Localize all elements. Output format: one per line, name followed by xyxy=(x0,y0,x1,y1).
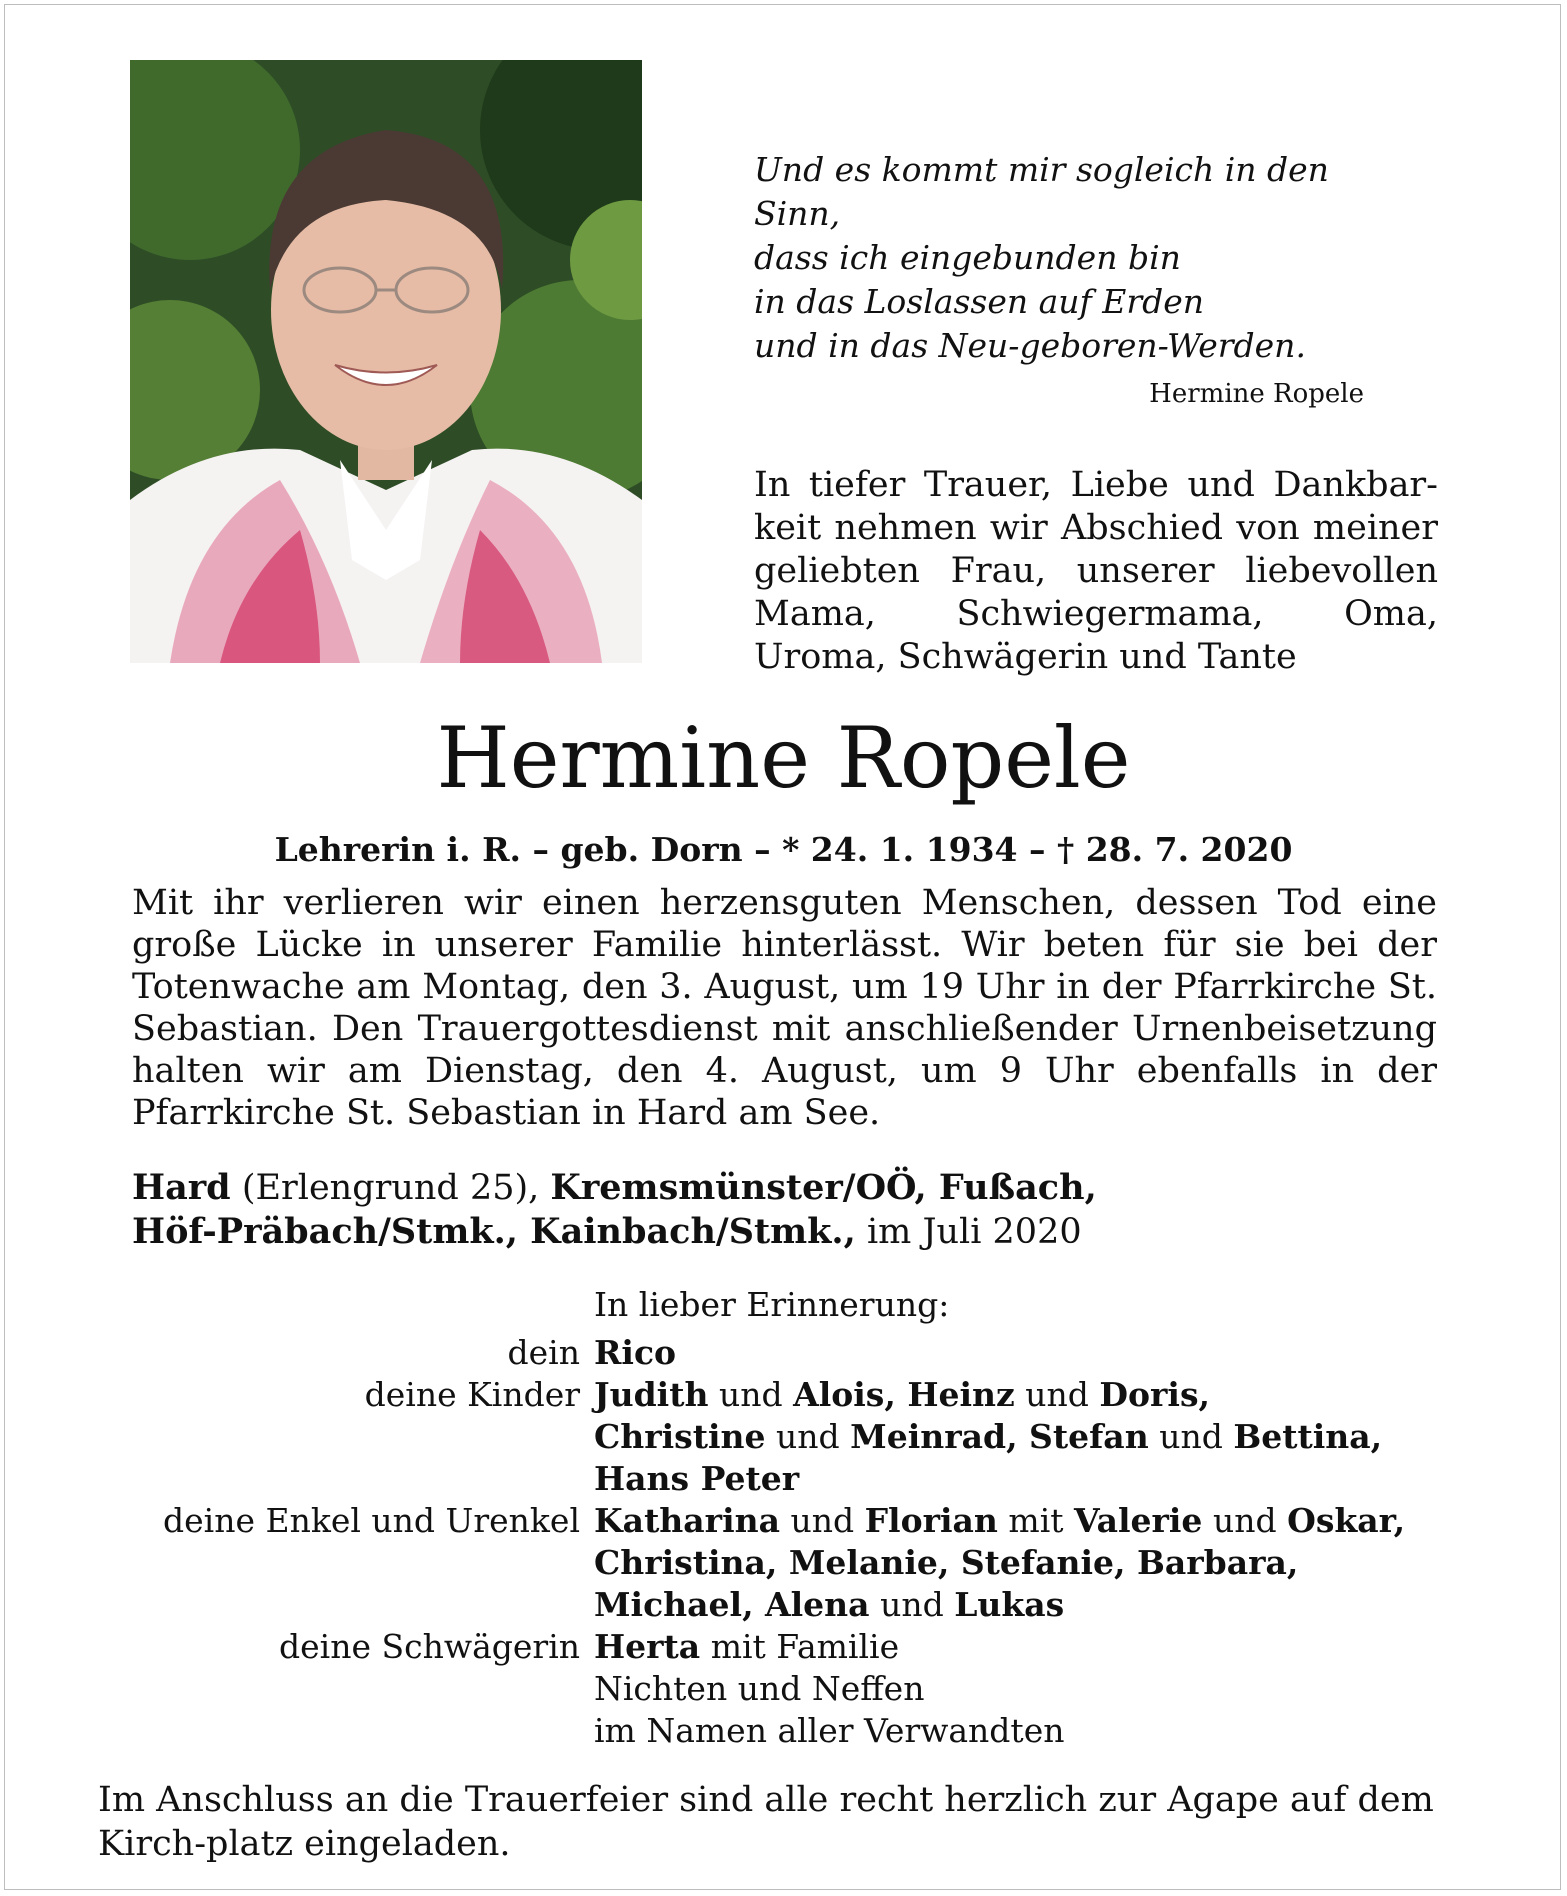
intro-text: In tiefer Trauer, Liebe und Dankbar-keit nehmen wir Abschied von meiner geliebten Frau, unserer liebevollen Mama, Schwiegermama, Oma, Uroma, Schwägerin und Tante xyxy=(754,465,1438,677)
family-name: Meinrad, Stefan xyxy=(850,1417,1149,1456)
connector: und xyxy=(1212,1501,1277,1540)
family-name: Oskar, xyxy=(1287,1501,1406,1540)
family-group: Nichten und Neffen xyxy=(594,1669,925,1708)
deceased-details: Lehrerin i. R. – geb. Dorn – * 24. 1. 1934 – † 28. 7. 2020 xyxy=(274,830,1293,869)
poem-line: dass ich eingebunden bin xyxy=(754,238,1181,277)
poem xyxy=(754,148,1394,412)
family-name: Florian xyxy=(864,1501,998,1540)
family-name: Lukas xyxy=(954,1585,1065,1624)
family-list xyxy=(0,1332,1567,1752)
relation-label: deine Schwägerin xyxy=(279,1627,580,1666)
poem-line: in das Loslassen auf Erden xyxy=(754,282,1205,321)
family-name: Rico xyxy=(594,1333,677,1372)
poem-line: und in das Neu-geboren-Werden. xyxy=(754,326,1306,365)
relation-label: dein xyxy=(507,1333,580,1372)
connector: mit Familie xyxy=(710,1627,900,1666)
family-name: Bettina, xyxy=(1233,1417,1383,1456)
portrait-photo xyxy=(130,60,642,663)
connector: und xyxy=(1159,1417,1223,1456)
relation-label-empty xyxy=(0,1710,594,1752)
family-group: im Namen aller Verwandten xyxy=(594,1711,1065,1750)
relation-label-empty xyxy=(0,1542,594,1584)
family-row xyxy=(0,1668,1567,1710)
connector: und xyxy=(718,1375,783,1414)
family-name: Doris, xyxy=(1099,1375,1211,1414)
family-row xyxy=(0,1584,1567,1626)
connector: und xyxy=(776,1417,840,1456)
deceased-name: Hermine Ropele xyxy=(436,709,1131,807)
family-name: Alois, Heinz xyxy=(793,1375,1015,1414)
family-name: Michael, Alena xyxy=(594,1585,870,1624)
family-row xyxy=(0,1416,1567,1458)
place-hard: Hard xyxy=(132,1167,231,1208)
relation-label: deine Kinder xyxy=(364,1375,580,1414)
family-name: Hans Peter xyxy=(594,1459,800,1498)
connector: mit xyxy=(1008,1501,1064,1540)
place-address: (Erlengrund 25), xyxy=(241,1168,540,1208)
places-line1: Kremsmünster/OÖ, Fußach, xyxy=(550,1167,1097,1208)
family-name: Katharina xyxy=(594,1501,780,1540)
poem-attribution: Hermine Ropele xyxy=(1149,379,1364,409)
family-name: Judith xyxy=(594,1375,709,1414)
family-row xyxy=(0,1542,1567,1584)
closing-text: Im Anschluss an die Trauerfeier sind alle recht herzlich zur Agape auf dem Kirch-platz eingeladen. xyxy=(98,1780,1434,1864)
family-row xyxy=(0,1626,1567,1668)
family-name: Christina, Melanie, Stefanie, Barbara, xyxy=(594,1543,1299,1582)
family-row xyxy=(0,1332,1567,1374)
relation-label-empty xyxy=(0,1668,594,1710)
connector: und xyxy=(790,1501,855,1540)
connector: und xyxy=(880,1585,944,1624)
memory-heading: In lieber Erinnerung: xyxy=(594,1285,950,1324)
relation-label: deine Enkel und Urenkel xyxy=(163,1501,580,1540)
poem-line: Und es kommt mir sogleich in den Sinn, xyxy=(754,150,1329,233)
places-block xyxy=(132,1166,1437,1254)
relation-label-empty xyxy=(0,1416,594,1458)
announcement-text: Mit ihr verlieren wir einen herzensguten Menschen, dessen Tod eine große Lücke in unserer Familie hinterlässt. Wir beten für sie bei der Totenwache am Montag, den 3. August, um 19 Uhr in der Pfarrkirche St. Sebastian. Den Trauergottesdienst mit anschließender Urnenbeisetzung halten wir am Dienstag, den 4. August, um 9 Uhr ebenfalls in der Pfarrkirche St. Sebastian in Hard am See. xyxy=(132,883,1437,1133)
family-row xyxy=(0,1710,1567,1752)
family-name: Christine xyxy=(594,1417,766,1456)
family-row xyxy=(0,1500,1567,1542)
places-line2: Höf-Präbach/Stmk., Kainbach/Stmk., xyxy=(132,1211,856,1252)
relation-label-empty xyxy=(0,1584,594,1626)
connector: und xyxy=(1025,1375,1089,1414)
relation-label-empty xyxy=(0,1458,594,1500)
family-name: Valerie xyxy=(1074,1501,1203,1540)
family-row xyxy=(0,1458,1567,1500)
family-name: Herta xyxy=(594,1627,701,1666)
family-row xyxy=(0,1374,1567,1416)
places-date: im Juli 2020 xyxy=(866,1212,1082,1252)
